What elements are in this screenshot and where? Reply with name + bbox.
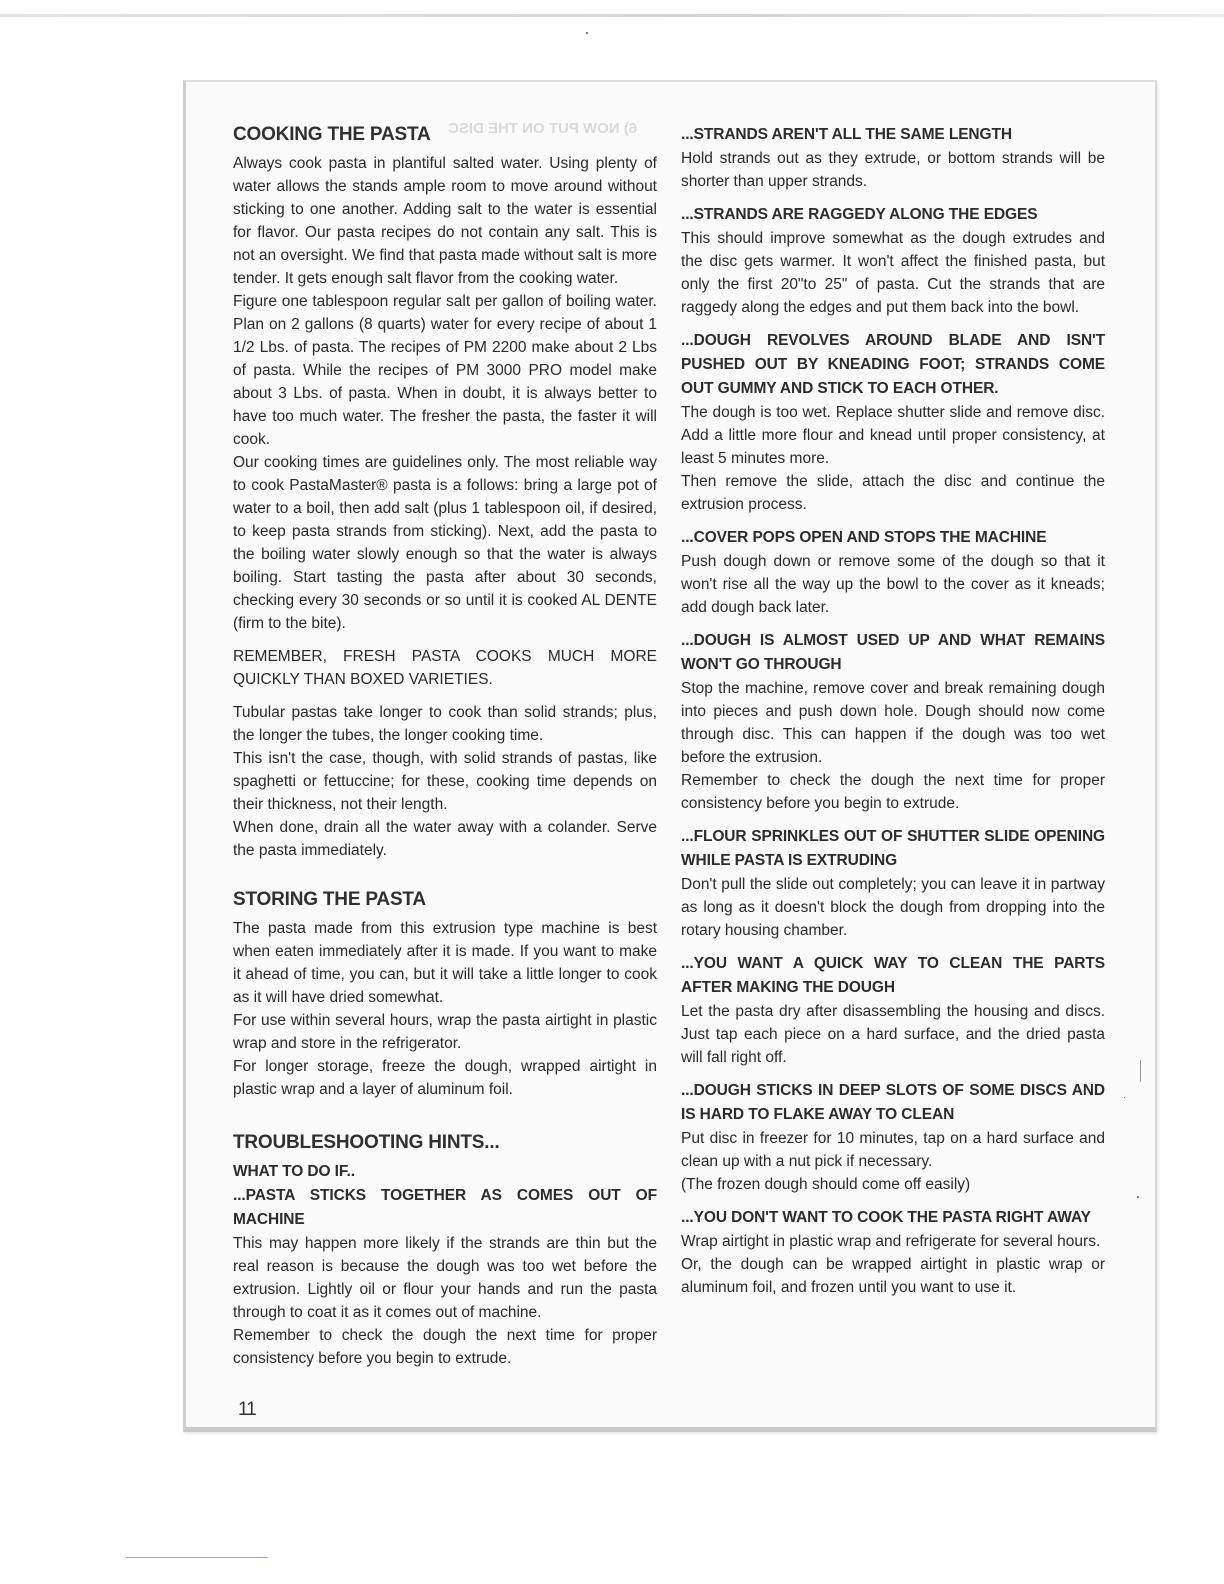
hint-paragraph: Remember to check the dough the next time for proper consistency before you begin to extrude.: [681, 772, 1105, 812]
bleed-through-text: 6) NOW PUT ON THE DISC: [448, 120, 638, 137]
hint-title: ...YOU DON'T WANT TO COOK THE PASTA RIGHT AWAY: [681, 1209, 1091, 1226]
hint-paragraph: This may happen more likely if the strands are thin but the real reason is because the dough was too wet before the extrusion. Lightly oil or flour your hands and run the pasta through to coat it as it comes out of machine.: [233, 1235, 657, 1321]
cooking-reminder: REMEMBER, FRESH PASTA COOKS MUCH MORE QUICKLY THAN BOXED VARIETIES.: [233, 648, 657, 688]
hint-paragraph: Or, the dough can be wrapped airtight in plastic wrap or aluminum foil, and frozen until you want to use it.: [681, 1256, 1105, 1296]
scan-top-edge: [0, 14, 1224, 17]
troubleshooting-subtitle: WHAT TO DO IF..: [233, 1163, 355, 1180]
scan-speck: [1140, 1060, 1141, 1082]
scan-speck: [1124, 1097, 1125, 1098]
hint-title: ...DOUGH STICKS IN DEEP SLOTS OF SOME DISCS AND IS HARD TO FLAKE AWAY TO CLEAN: [681, 1082, 1105, 1123]
hint-paragraph: Push dough down or remove some of the dough so that it won't rise all the way up the bowl to the cover as it kneads; add dough back later.: [681, 553, 1105, 616]
hint-paragraph: Let the pasta dry after disassembling the housing and discs. Just tap each piece on a hard surface, and the dried pasta will fall right off.: [681, 1003, 1105, 1066]
cooking-title: COOKING THE PASTA: [233, 124, 431, 145]
hint-title: ...DOUGH IS ALMOST USED UP AND WHAT REMAINS WON'T GO THROUGH: [681, 632, 1105, 673]
storing-title: STORING THE PASTA: [233, 889, 426, 910]
left-column: [233, 123, 657, 1370]
troubleshooting-title: TROUBLESHOOTING HINTS...: [233, 1132, 500, 1153]
hint-paragraph: Remember to check the dough the next time for proper consistency before you begin to extrude.: [233, 1327, 657, 1367]
hint-paragraph: Hold strands out as they extrude, or bottom strands will be shorter than upper strands.: [681, 150, 1105, 190]
hint-title: ...STRANDS AREN'T ALL THE SAME LENGTH: [681, 126, 1012, 143]
cooking-paragraph: Our cooking times are guidelines only. The most reliable way to cook PastaMaster® pasta is a follows: bring a large pot of water to a boil, then add salt (plus 1 tablespoon oil, if desired, to keep pasta strands from sticking). Next, add the pasta to the boiling water slowly enough so that the water is always boiling. Start tasting the pasta after about 30 seconds, checking every 30 seconds or so until it is cooked AL DENTE (firm to the bite).: [233, 454, 657, 632]
hint-title: ...DOUGH REVOLVES AROUND BLADE AND ISN'T PUSHED OUT BY KNEADING FOOT; STRANDS COME OUT GUMMY AND STICK TO EACH OTHER.: [681, 332, 1105, 397]
hint-title: ...FLOUR SPRINKLES OUT OF SHUTTER SLIDE OPENING WHILE PASTA IS EXTRUDING: [681, 828, 1105, 869]
hint-title: ...STRANDS ARE RAGGEDY ALONG THE EDGES: [681, 206, 1038, 223]
hint-paragraph: (The frozen dough should come off easily): [681, 1176, 971, 1193]
cooking-paragraph: When done, drain all the water away with a colander. Serve the pasta immediately.: [233, 819, 657, 859]
scan-speck: [1137, 1196, 1139, 1198]
cooking-paragraph: Tubular pastas take longer to cook than solid strands; plus, the longer the tubes, the longer cooking time.: [233, 704, 657, 744]
footer-rule: [126, 1557, 268, 1558]
hint-paragraph: Wrap airtight in plastic wrap and refrigerate for several hours.: [681, 1233, 1101, 1250]
cooking-paragraph: Always cook pasta in plantiful salted water. Using plenty of water allows the stands ample room to move around without sticking to one another. Adding salt to the water is essential for flavor. Our pasta recipes do not contain any salt. This is not an oversight. We find that pasta made without salt is more tender. It gets enough salt flavor from the cooking water.: [233, 155, 657, 287]
hint-paragraph: This should improve somewhat as the dough extrudes and the disc gets warmer. It won't affect the finished pasta, but only the first 20"to 25" of pasta. Cut the strands that are raggedy along the edges and put them back into the bowl.: [681, 230, 1105, 316]
cooking-paragraph: This isn't the case, though, with solid strands of pastas, like spaghetti or fettuccine; for these, cooking time depends on their thickness, not their length.: [233, 750, 657, 813]
cooking-paragraph: Figure one tablespoon regular salt per gallon of boiling water. Plan on 2 gallons (8 quarts) water for every recipe of about 1 1/2 Lbs. of pasta. The recipes of PM 2200 make about 2 Lbs of pasta. While the recipes of PM 3000 PRO model make about 3 Lbs. of pasta. When in doubt, it is always better to have too much water. The fresher the pasta, the faster it will cook.: [233, 293, 657, 448]
storing-paragraph: For use within several hours, wrap the pasta airtight in plastic wrap and store in the refrigerator.: [233, 1012, 657, 1052]
hint-paragraph: The dough is too wet. Replace shutter slide and remove disc. Add a little more flour and knead until proper consistency, at least 5 minutes more.: [681, 404, 1105, 467]
hint-paragraph: Then remove the slide, attach the disc and continue the extrusion process.: [681, 473, 1105, 513]
hint-paragraph: Don't pull the slide out completely; you can leave it in partway as long as it doesn't block the dough from dropping into the rotary housing chamber.: [681, 876, 1105, 939]
scan-speck: [586, 32, 588, 34]
hint-paragraph: Put disc in freezer for 10 minutes, tap on a hard surface and clean up with a nut pick if necessary.: [681, 1130, 1105, 1170]
right-column: [681, 123, 1105, 1299]
hint-title: ...YOU WANT A QUICK WAY TO CLEAN THE PARTS AFTER MAKING THE DOUGH: [681, 955, 1105, 996]
storing-paragraph: For longer storage, freeze the dough, wrapped airtight in plastic wrap and a layer of aluminum foil.: [233, 1058, 657, 1098]
hint-paragraph: Stop the machine, remove cover and break remaining dough into pieces and push down hole. Dough should now come through disc. This can happen if the dough was too wet before the extrusion.: [681, 680, 1105, 766]
hint-title: ...COVER POPS OPEN AND STOPS THE MACHINE: [681, 529, 1047, 546]
page-number: 11: [238, 1399, 256, 1420]
hint-title: ...PASTA STICKS TOGETHER AS COMES OUT OF MACHINE: [233, 1187, 657, 1228]
storing-paragraph: The pasta made from this extrusion type machine is best when eaten immediately after it is made. If you want to make it ahead of time, you can, but it will take a little longer to cook as it will have dried somewhat.: [233, 920, 657, 1006]
